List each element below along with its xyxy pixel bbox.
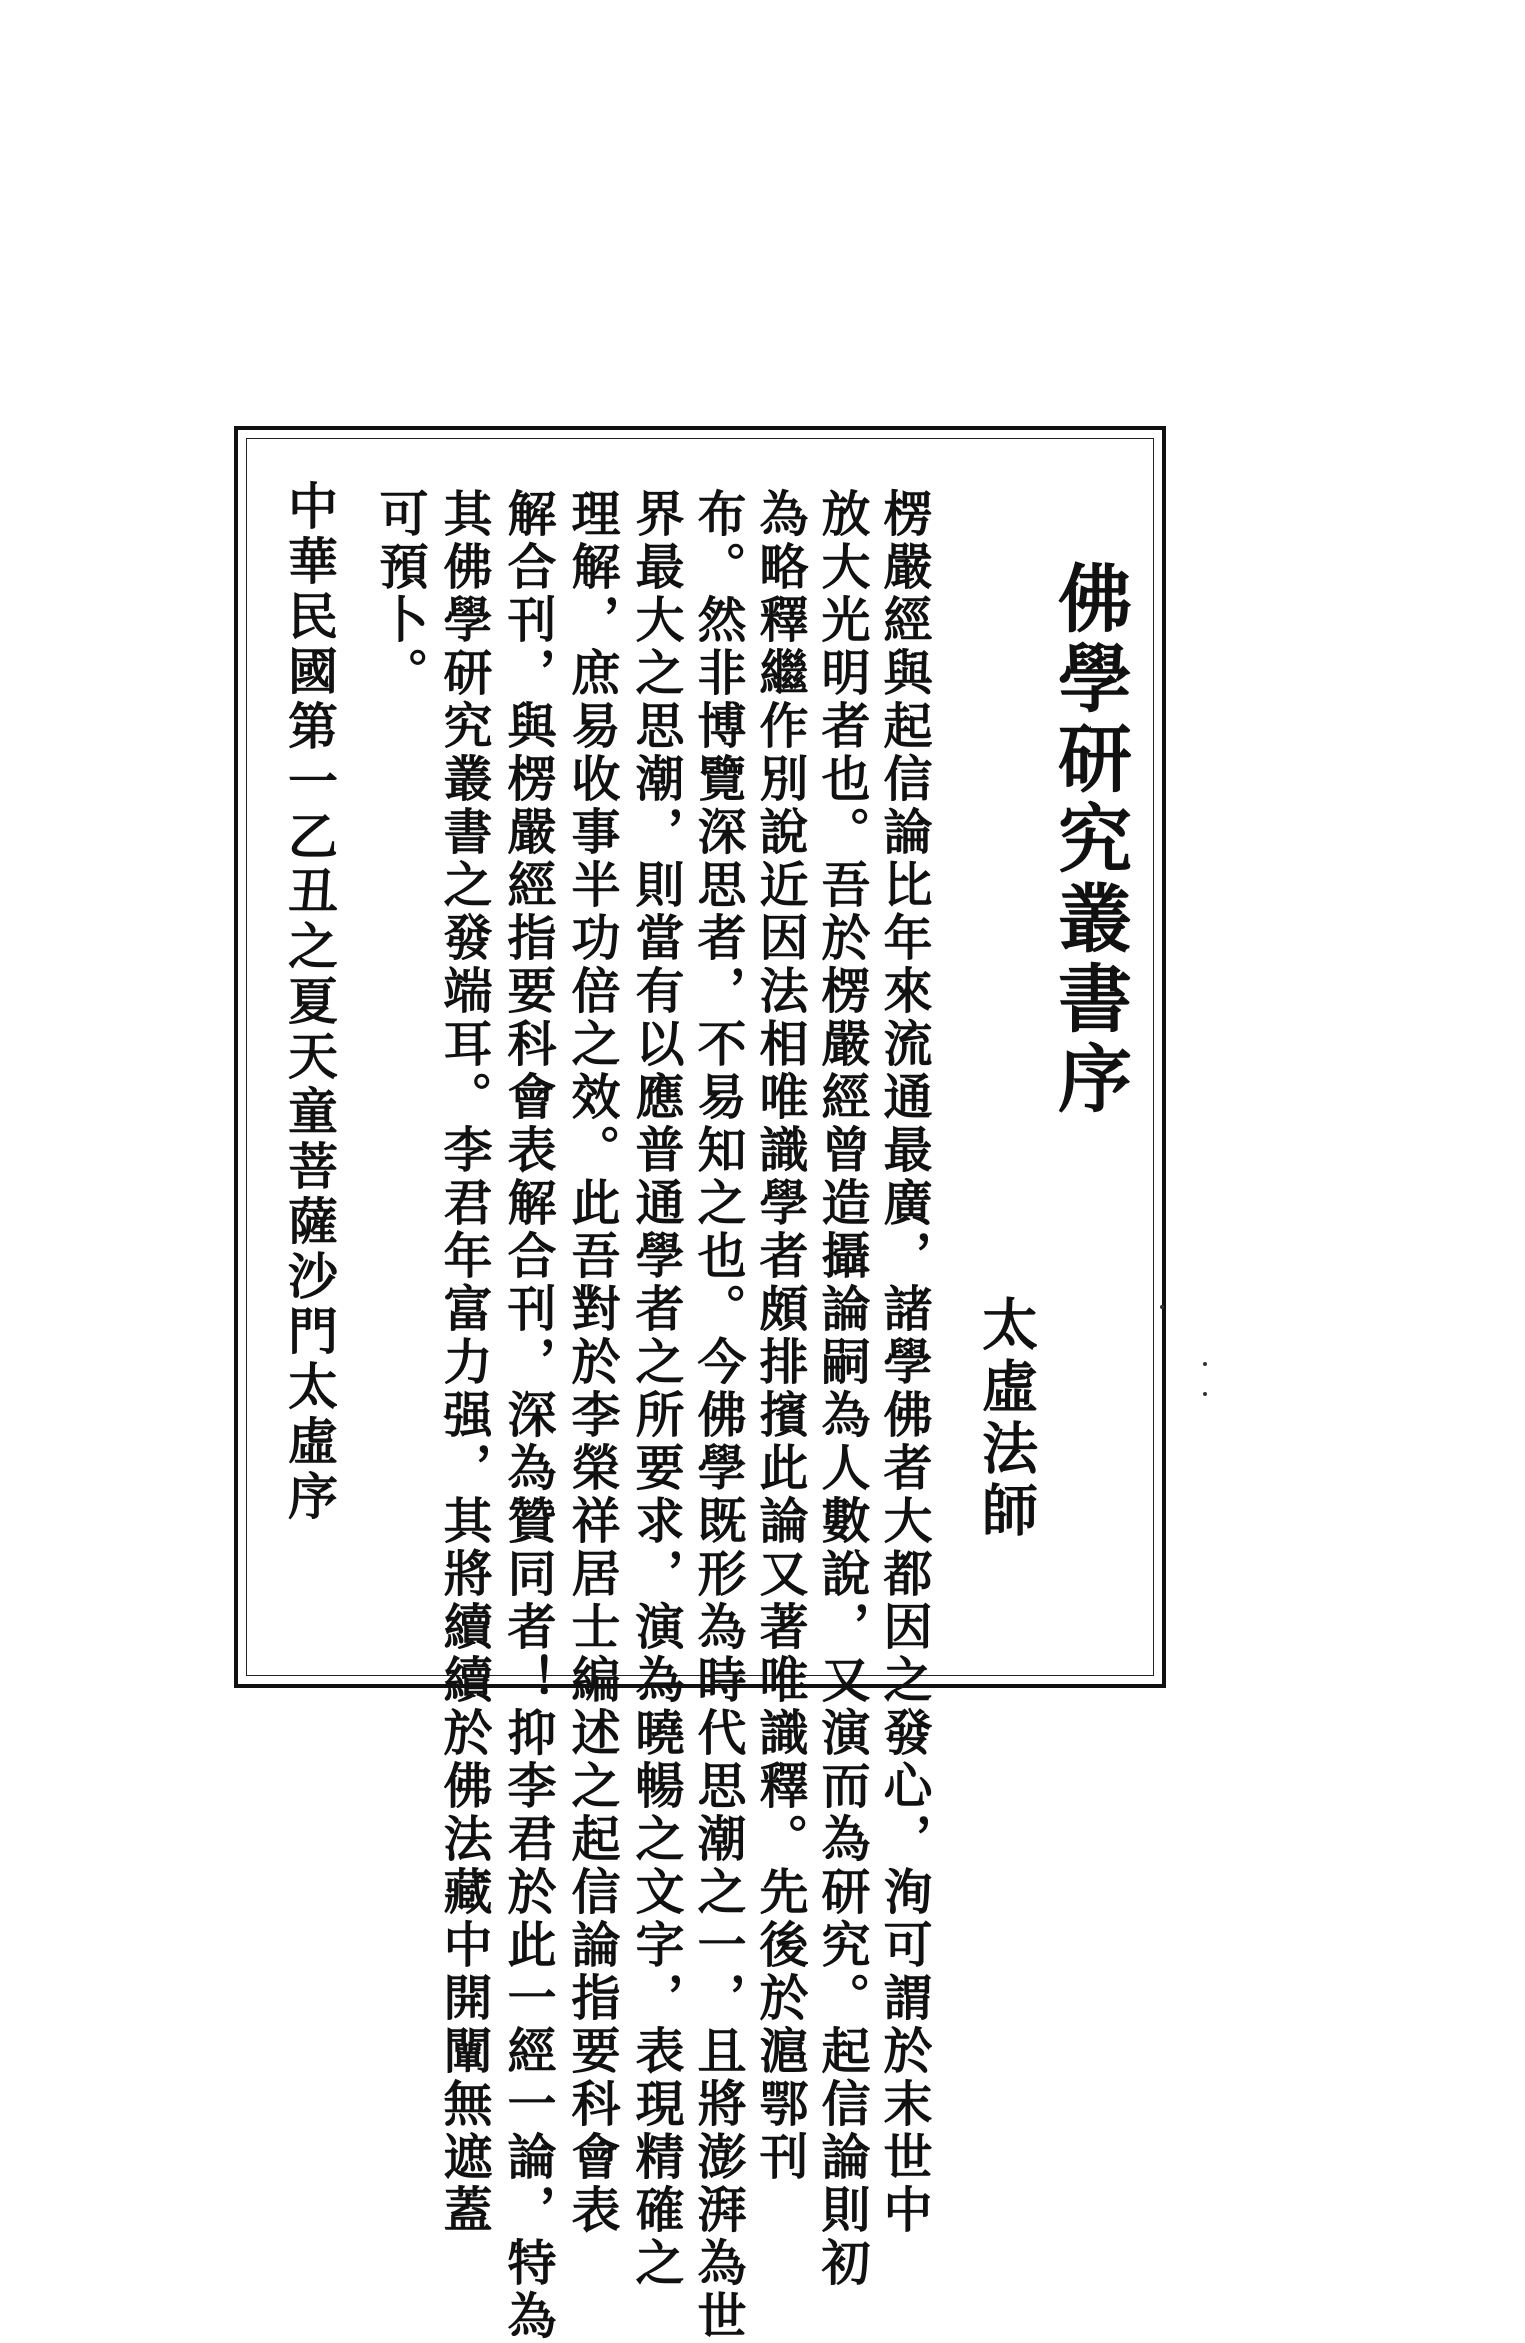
document-title: 佛學研究叢書序 [1046, 560, 1132, 1120]
closing-date-signature: 中華民國第一乙丑之夏天童菩薩沙門太虛序 [280, 480, 339, 1525]
body-line-7: 解合刊，與楞嚴經指要科會表解合刊，深為贊同者！抑李君於此一經一論，特為 [500, 488, 558, 2343]
scan-speck [1160, 1305, 1164, 1309]
scan-speck [1203, 1392, 1207, 1396]
body-line-6: 理解，庶易收事半功倍之效。此吾對於李榮祥居士編述之起信論指要科會表 [564, 488, 622, 2237]
author-signature: 太虛法師 [973, 1295, 1039, 1543]
body-line-2: 放大光明者也。吾於楞嚴經曾造攝論嗣為人數說，又演而為研究。起信論則初 [814, 488, 872, 2290]
body-line-1: 楞嚴經與起信論比年來流通最廣，諸學佛者大都因之發心，洵可謂於末世中 [876, 488, 934, 2237]
body-line-8: 其佛學研究叢書之發端耳。李君年富力强，其將續續於佛法藏中開闡無遮蓋 [436, 488, 494, 2237]
body-line-4: 布。然非博覽深思者，不易知之也。今佛學既形為時代思潮之一，且將澎湃為世 [690, 488, 748, 2343]
body-line-5: 界最大之思潮，則當有以應普通學者之所要求，演為曉暢之文字，表現精確之 [628, 488, 686, 2290]
body-line-9: 可預卜。 [372, 488, 430, 700]
body-line-3: 為略釋繼作別說近因法相唯識學者頗排擯此論又著唯識釋。先後於滬鄂刊 [752, 488, 810, 2184]
scan-speck [1203, 1362, 1207, 1366]
